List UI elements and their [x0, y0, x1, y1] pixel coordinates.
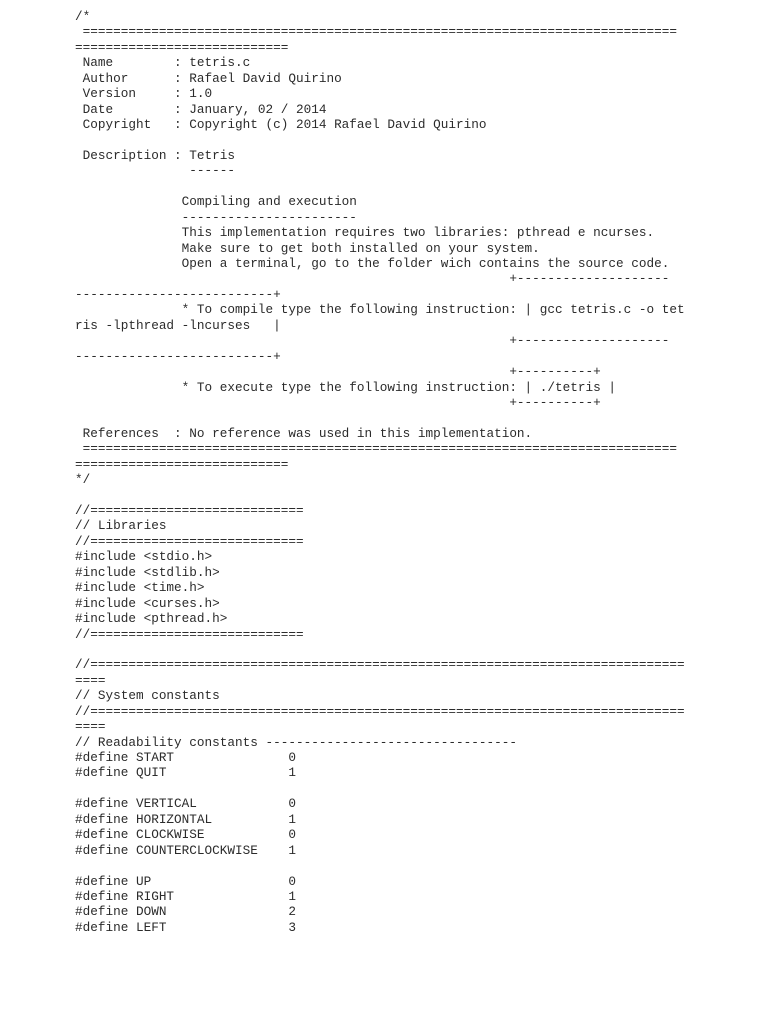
code-line: */ — [75, 472, 91, 488]
code-line — [75, 179, 685, 194]
code-line — [75, 410, 685, 425]
code-line: +-------------------- — [75, 333, 670, 349]
code-line: #define HORIZONTAL 1 — [75, 811, 296, 827]
code-line: Name : tetris.c — [75, 55, 251, 71]
code-line: //============================ — [75, 503, 304, 518]
code-line: --------------------------+ — [75, 286, 281, 302]
code-line: #include <curses.h> — [75, 595, 220, 611]
code-line: #define VERTICAL 0 — [75, 796, 296, 812]
code-line: --------------------------+ — [75, 348, 281, 364]
code-line: #define QUIT 1 — [75, 765, 296, 781]
code-line: Make sure to get both installed on your system. — [75, 240, 540, 256]
code-line: #define LEFT 3 — [75, 919, 296, 935]
code-line: Date : January, 02 / 2014 — [75, 101, 327, 117]
code-line: Copyright : Copyright (c) 2014 Rafael David Quirino — [75, 117, 487, 133]
code-line: +-------------------- — [75, 271, 670, 287]
code-line — [75, 133, 685, 148]
code-line — [75, 858, 685, 873]
source-code-listing — [75, 9, 685, 935]
code-line: ris -lpthread -lncurses | — [75, 317, 281, 333]
code-line: +----------+ — [75, 394, 601, 410]
code-line: * To compile type the following instruction: | gcc tetris.c -o tet — [75, 302, 685, 318]
code-line: #define START 0 — [75, 750, 296, 765]
code-line: #define COUNTERCLOCKWISE 1 — [75, 842, 296, 858]
code-line: +----------+ — [75, 364, 601, 380]
code-line: * To execute type the following instruction: | ./tetris | — [75, 379, 616, 395]
code-line: // Libraries — [75, 518, 167, 534]
code-line: ------ — [75, 163, 236, 179]
code-line: Open a terminal, go to the folder wich contains the source code. — [75, 256, 670, 271]
code-line: #define RIGHT 1 — [75, 888, 296, 904]
code-line: /* — [75, 9, 91, 24]
code-line: // System constants — [75, 688, 220, 704]
code-line: #define CLOCKWISE 0 — [75, 827, 296, 843]
code-line: //============================================================================== — [75, 657, 685, 673]
code-line: //============================================================================== — [75, 703, 685, 719]
code-line: //============================ — [75, 533, 304, 549]
code-line: References : No reference was used in this implementation. — [75, 425, 533, 441]
code-line: ============================================================================== — [75, 441, 677, 457]
code-line: #define UP 0 — [75, 873, 296, 889]
code-line: ============================================================================== — [75, 24, 677, 40]
code-line: // Readability constants --------------------------------- — [75, 734, 517, 750]
code-line: Description : Tetris — [75, 147, 236, 163]
code-line: ============================ — [75, 456, 289, 472]
code-line: ==== — [75, 719, 106, 735]
code-line: #define DOWN 2 — [75, 904, 296, 920]
code-line — [75, 488, 685, 503]
code-line: //============================ — [75, 626, 304, 642]
code-line: Compiling and execution — [75, 194, 357, 210]
code-line: ============================ — [75, 39, 289, 55]
code-line: ==== — [75, 672, 106, 688]
code-line — [75, 642, 685, 657]
code-line — [75, 781, 685, 796]
code-line: #include <stdlib.h> — [75, 564, 220, 580]
code-line: ----------------------- — [75, 209, 357, 225]
code-line: Version : 1.0 — [75, 86, 213, 102]
code-line: #include <pthread.h> — [75, 611, 228, 627]
code-line: #include <time.h> — [75, 580, 205, 596]
code-line: #include <stdio.h> — [75, 549, 213, 565]
code-line: Author : Rafael David Quirino — [75, 70, 342, 86]
code-line: This implementation requires two libraries: pthread e ncurses. — [75, 225, 655, 241]
